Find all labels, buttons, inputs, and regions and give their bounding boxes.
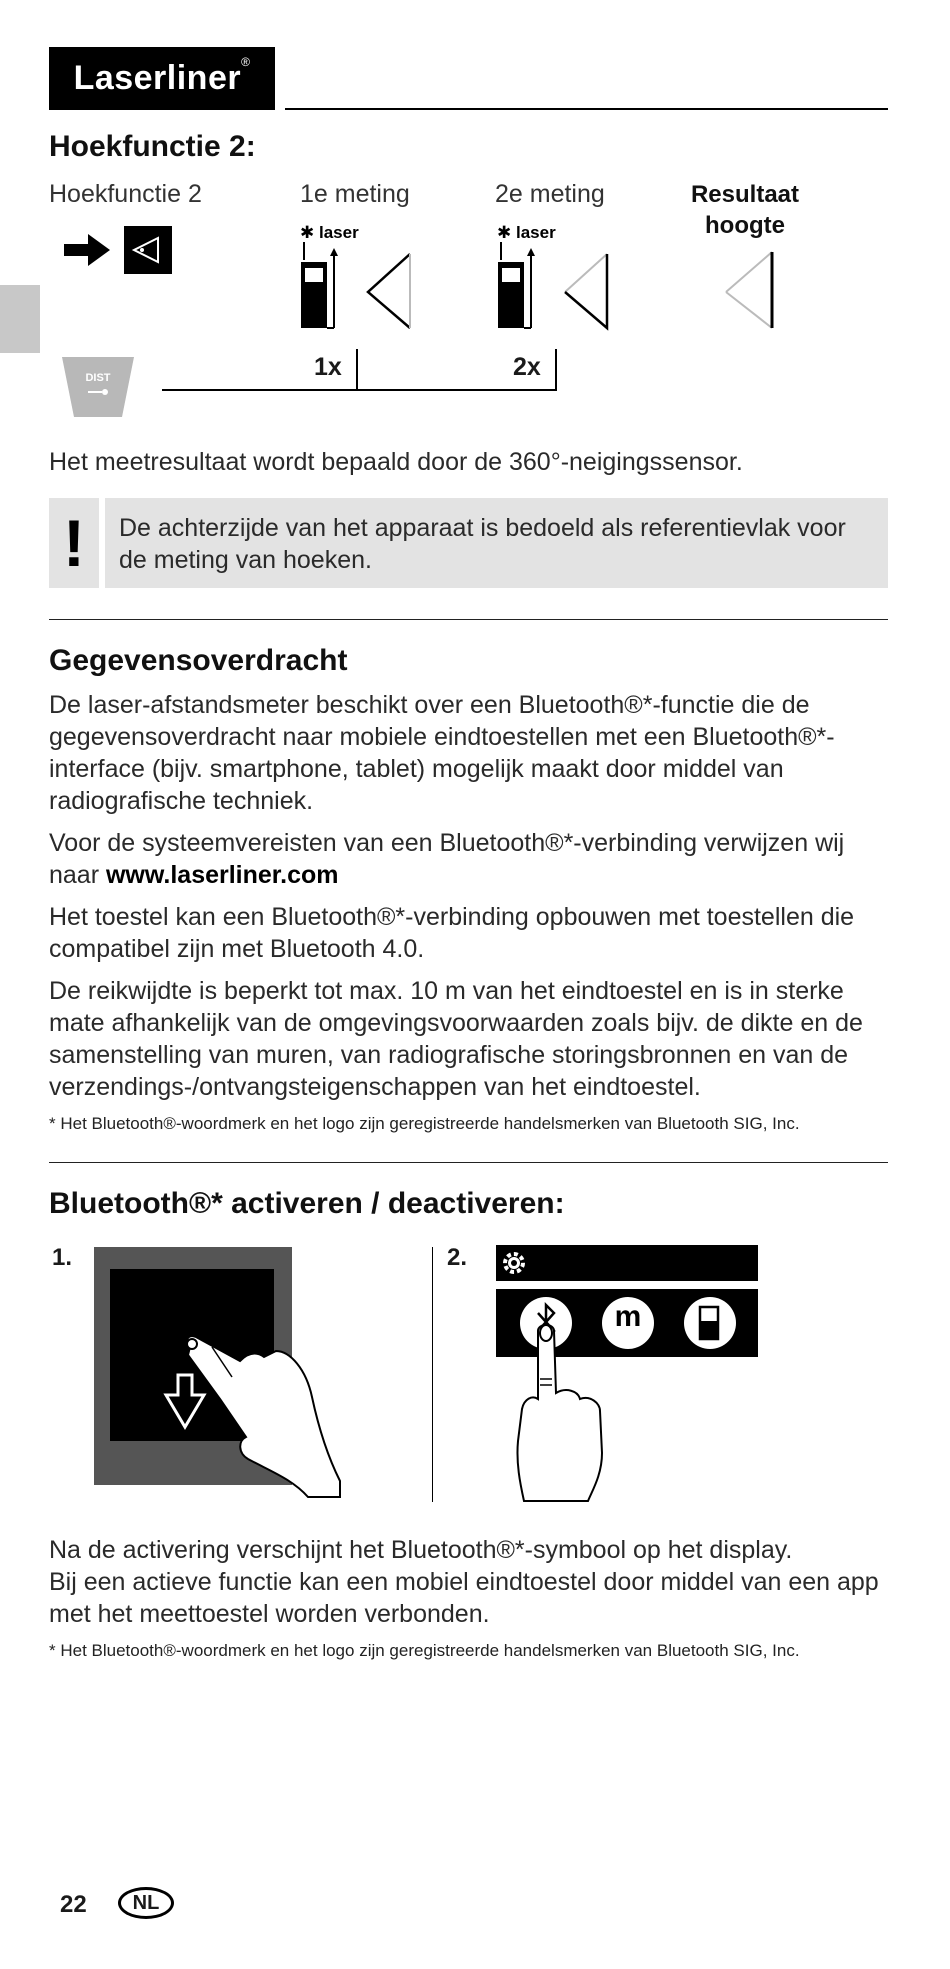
star-icon: ✱ <box>497 223 512 242</box>
step-2-number: 2. <box>447 1244 468 1271</box>
warning-text: De achterzijde van het apparaat is bedoeld als referentievlak voor de meting van hoeken. <box>119 514 846 574</box>
sensor-text: Het meetresultaat wordt bepaald door de 360°-neigingssensor. <box>49 448 743 476</box>
transfer-paragraph-4: De reikwijdte is beperkt tot max. 10 m van het eindtoestel en is in sterke mate afhankelijk van de omgevingsvoorwaarden zoals bijv. de dikte en de samenstelling van muren, van radiografische storingsbronnen en van de verzendings-/ontvangsteigenschappen van het eindtoestel. <box>49 977 863 1101</box>
result-label-line2: hoogte <box>705 212 785 239</box>
laser-text-2: laser <box>515 223 556 242</box>
step-2-illustration <box>494 1243 762 1505</box>
device-icon <box>301 262 327 328</box>
section-divider <box>49 619 888 620</box>
second-measurement-diagram <box>495 240 615 332</box>
triangle-icon <box>565 254 607 328</box>
label-result-height <box>670 179 820 241</box>
language-badge: NL <box>118 1887 174 1919</box>
star-icon: ✱ <box>300 223 315 242</box>
label-second-measurement: 2e meting <box>495 180 605 208</box>
bluetooth-paragraph-1: Na de activering verschijnt het Bluetooth®*-symbool op het display. <box>49 1536 793 1564</box>
brand-mark: ® <box>241 55 251 69</box>
transfer-paragraph-2 <box>49 827 899 891</box>
transfer-section-title: Gegevensoverdracht <box>49 644 348 677</box>
arrow-right-icon <box>64 234 110 266</box>
transfer-body <box>49 689 899 1113</box>
angle-section-title: Hoekfunctie 2: <box>49 130 256 163</box>
transfer-paragraph-1: De laser-afstandsmeter beschikt over een Bluetooth®*-functie die de gegevensoverdracht naar mobiele eindtoestellen met een Bluetooth®*-interface (bijv. smartphone, tablet) mogelijk maakt door middel van radiografische techniek. <box>49 691 835 815</box>
angle-function-indicator <box>62 224 174 276</box>
steps-divider <box>432 1247 433 1502</box>
angle-mode-icon <box>124 226 172 274</box>
step-1-illustration <box>92 1247 342 1502</box>
side-tab-marker <box>0 285 40 353</box>
bluetooth-paragraph-2: Bij een actieve functie kan een mobiel eindtoestel door middel van een app met het meettoestel worden verbonden. <box>49 1568 879 1628</box>
menu-m-label: m <box>614 1300 642 1333</box>
device-icon <box>498 262 524 328</box>
press-count-2: 2x <box>513 353 541 381</box>
dist-key-icon <box>60 355 136 419</box>
warning-icon: ! <box>49 498 99 588</box>
step-1-number: 1. <box>52 1244 73 1271</box>
laser-text-1: laser <box>318 223 359 242</box>
press-count-1: 1x <box>314 353 342 381</box>
result-height-diagram <box>720 250 780 330</box>
brand-logo <box>49 47 275 110</box>
brand-name: Laserliner <box>73 59 242 97</box>
triangle-icon <box>726 252 772 328</box>
transfer-paragraph-2-text: Voor de systeemvereisten van een Bluetooth®*-verbinding verwijzen wij naar <box>49 829 845 889</box>
transfer-paragraph-3: Het toestel kan een Bluetooth®*-verbinding opbouwen met toestellen die compatibel zijn met Bluetooth 4.0. <box>49 903 855 963</box>
website-link[interactable]: www.laserliner.com <box>105 861 339 889</box>
dist-key-label: DIST <box>85 372 111 384</box>
label-first-measurement: 1e meting <box>300 180 410 208</box>
transfer-footnote: * Het Bluetooth®-woordmerk en het logo zijn geregistreerde handelsmerken van Bluetooth SIG, Inc. <box>49 1114 800 1133</box>
label-angle-function: Hoekfunctie 2 <box>49 180 202 208</box>
bluetooth-footnote: * Het Bluetooth®-woordmerk en het logo zijn geregistreerde handelsmerken van Bluetooth SIG, Inc. <box>49 1641 800 1660</box>
bluetooth-body <box>49 1534 899 1630</box>
page-number: 22 <box>60 1891 87 1918</box>
triangle-icon <box>368 254 410 328</box>
device-mode-button-icon <box>684 1297 736 1349</box>
bluetooth-section-title: Bluetooth®* activeren / deactiveren: <box>49 1187 565 1220</box>
result-label-line1: Resultaat <box>690 181 800 208</box>
press-count-bracket <box>162 345 562 395</box>
header-rule <box>285 108 888 110</box>
first-measurement-diagram <box>298 240 418 332</box>
section-divider <box>49 1162 888 1163</box>
settings-bar <box>496 1245 758 1281</box>
